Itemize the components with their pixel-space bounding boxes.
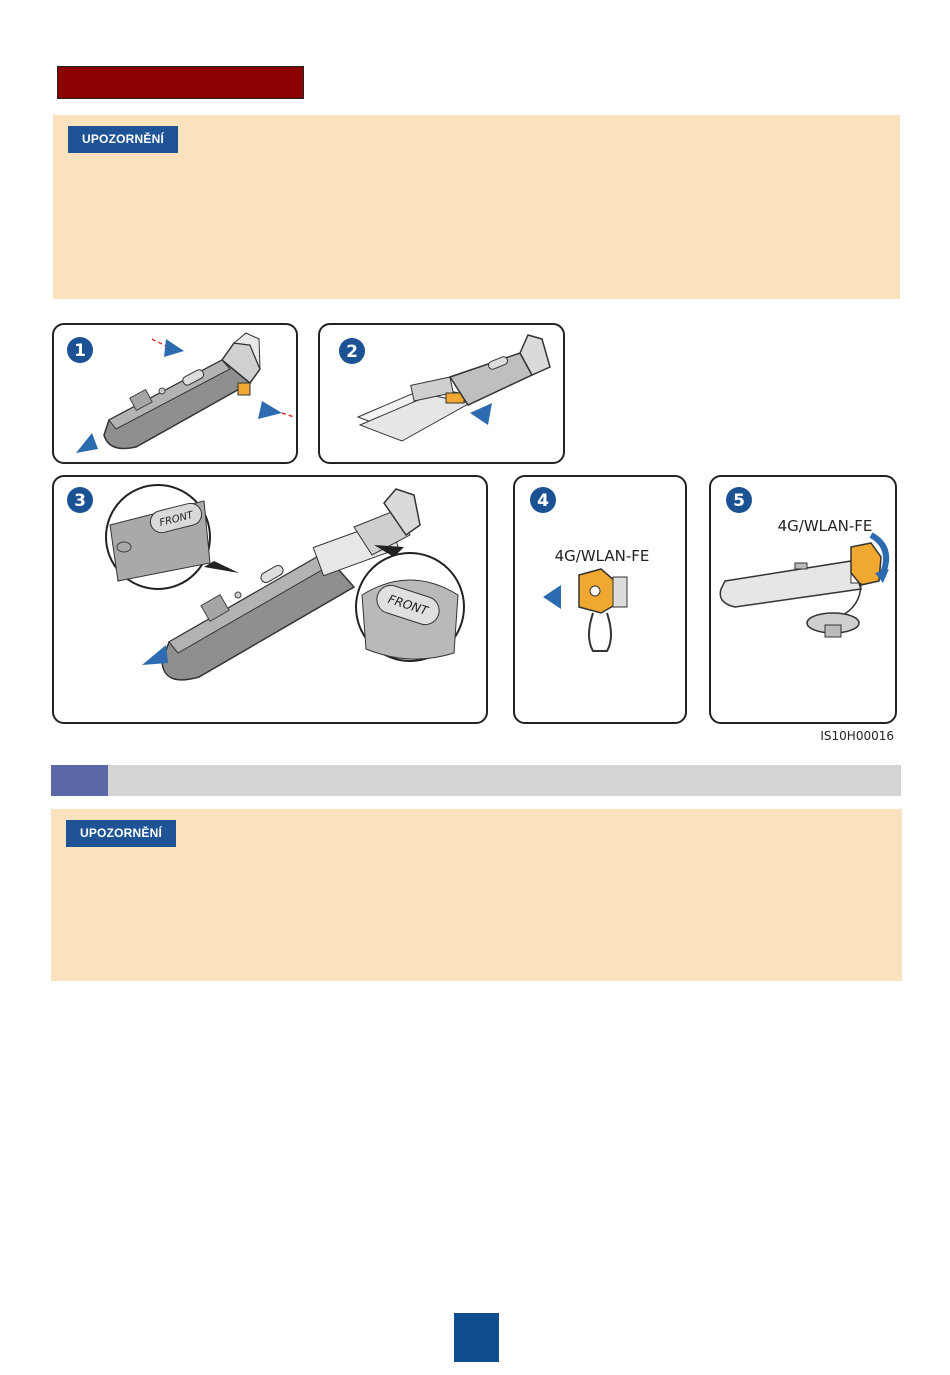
step-1-badge <box>67 337 93 363</box>
notice-label: UPOZORNĚNÍ <box>66 820 176 847</box>
step-4-badge <box>530 487 556 513</box>
step-3-panel <box>52 475 488 724</box>
arrow-icon <box>142 645 168 665</box>
magnified-front-callout <box>106 485 239 589</box>
section-number-box <box>51 765 108 796</box>
step-3-badge <box>67 487 93 513</box>
step-4-number: 4 <box>537 491 549 511</box>
step-2-number: 2 <box>346 342 358 362</box>
front-label: FRONT <box>158 509 195 529</box>
step-3-number: 3 <box>74 491 86 511</box>
step-4-panel <box>513 475 687 724</box>
figure-id: IS10H00016 <box>820 729 894 743</box>
dongle-open-illustration <box>358 335 550 441</box>
front-label: FRONT <box>386 592 430 618</box>
step-2-panel <box>318 323 565 464</box>
step-1-number: 1 <box>74 341 86 361</box>
arrow-icon <box>543 585 561 609</box>
page-number-box <box>454 1313 499 1362</box>
notice-box <box>53 115 900 299</box>
connector-label: 4G/WLAN-FE <box>777 517 873 535</box>
step-2-badge <box>339 338 365 364</box>
step-5-badge <box>726 487 752 513</box>
step-1-panel <box>52 323 298 464</box>
magnified-port-callout <box>356 545 464 661</box>
dongle-cap-illustration <box>720 543 881 637</box>
section-heading-bar <box>51 765 901 796</box>
notice-box <box>51 809 902 981</box>
connector-label: 4G/WLAN-FE <box>554 547 650 565</box>
connector-cap-illustration <box>579 569 627 651</box>
notice-label: UPOZORNĚNÍ <box>68 126 178 153</box>
step-5-panel <box>709 475 897 724</box>
step-5-number: 5 <box>733 491 745 511</box>
section-title-bar <box>57 66 304 99</box>
arrow-icon <box>470 403 492 425</box>
